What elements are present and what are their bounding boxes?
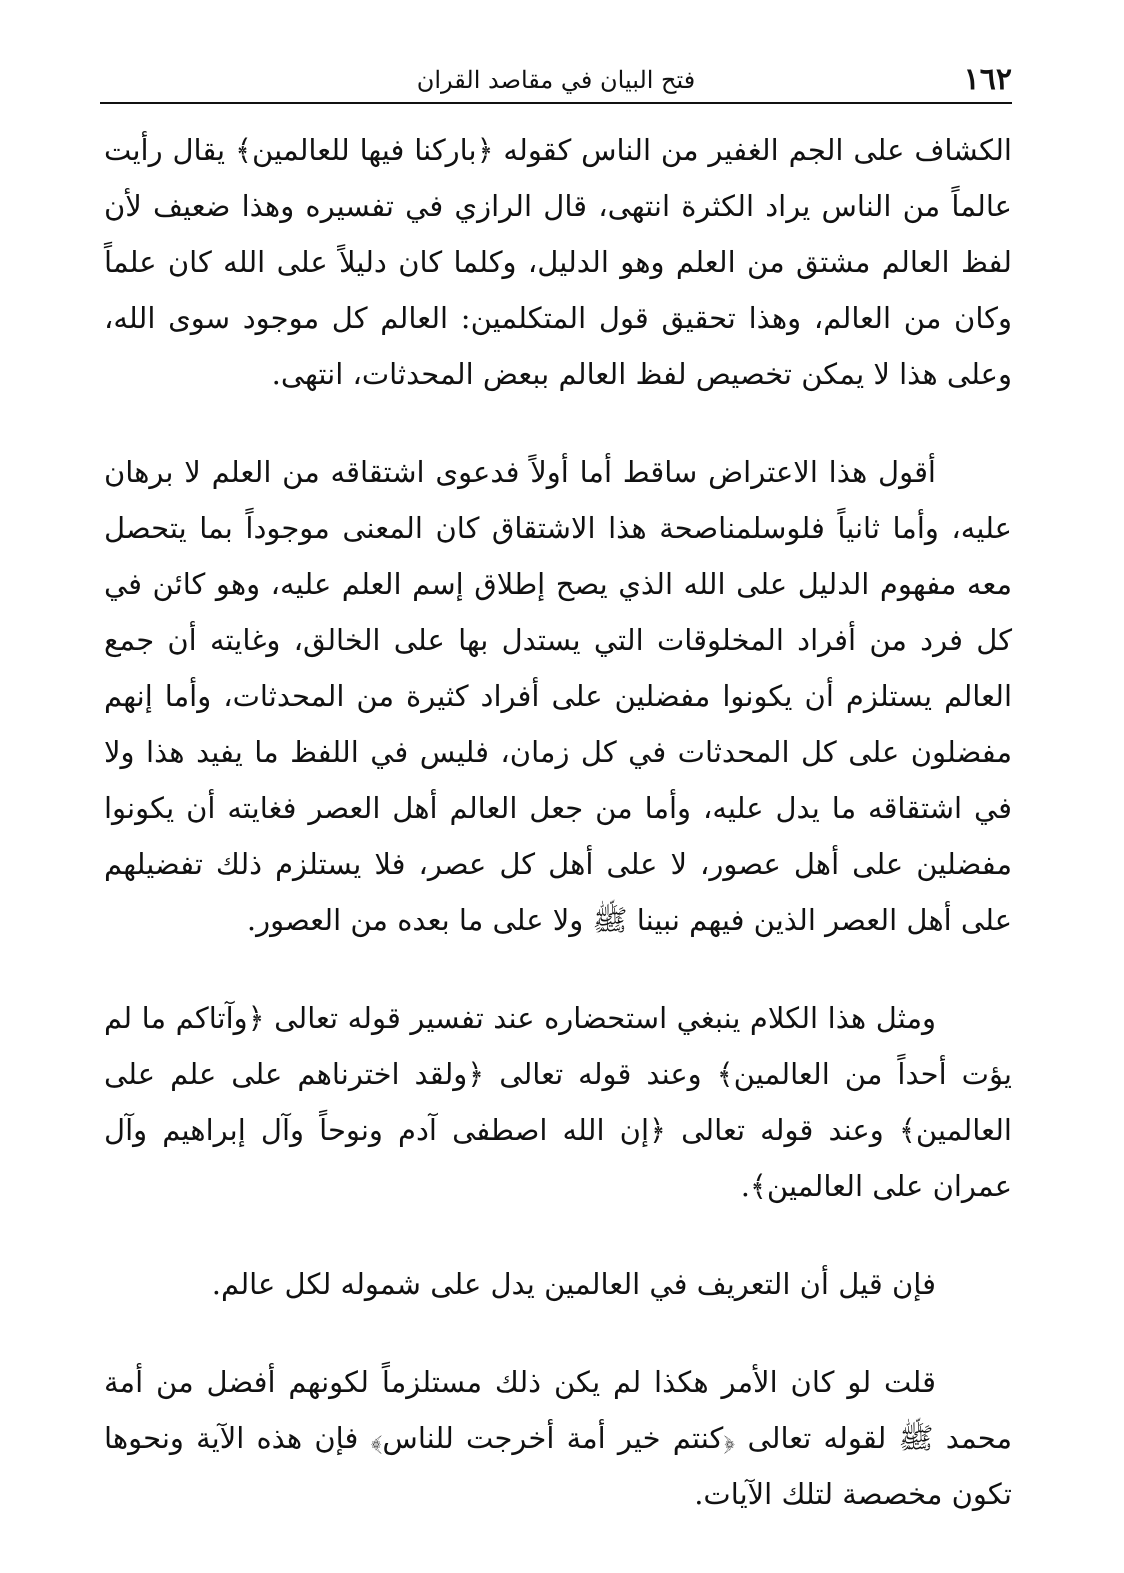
page-header	[100, 58, 1012, 104]
running-title: فتح البيان في مقاصد القران	[416, 66, 696, 94]
paragraph-gap	[104, 1214, 1012, 1256]
paragraph-gap	[104, 948, 1012, 990]
paragraph-4: فإن قيل أن التعريف في العالمين يدل على شموله لكل عالم.	[211, 1267, 936, 1301]
paragraph-3: ومثل هذا الكلام ينبغي استحضاره عند تفسير قوله تعالى ﴿وآتاكم ما لم يؤت أحداً من العالمين﴾ وعند قوله تعالى ﴿ولقد اخترناهم على علم على العالمين﴾ وعند قوله تعالى ﴿إن الله اصطفى آدم ونوحاً وآل إبراهيم وآل عمران على العالمين﴾.	[104, 1001, 1012, 1203]
paragraph-5: قلت لو كان الأمر هكذا لم يكن ذلك مستلزماً لكونهم أفضل من أمة محمد ﷺ لقوله تعالى ﴿كنتم خير أمة أخرجت للناس﴾ فإن هذه الآية ونحوها تكون مخصصة لتلك الآيات.	[104, 1365, 1012, 1511]
paragraph-gap	[104, 402, 1012, 444]
body-text	[104, 122, 1012, 1522]
paragraph-gap	[104, 1312, 1012, 1354]
paragraph-1: الكشاف على الجم الغفير من الناس كقوله ﴿باركنا فيها للعالمين﴾ يقال رأيت عالماً من الناس يراد الكثرة انتهى، قال الرازي في تفسيره وهذا ضعيف لأن لفظ العالم مشتق من العلم وهو الدليل، وكلما كان دليلاً على الله كان علماً وكان من العالم، وهذا تحقيق قول المتكلمين: العالم كل موجود سوى الله، وعلى هذا لا يمكن تخصيص لفظ العالم ببعض المحدثات، انتهى.	[104, 133, 1012, 391]
paragraph-2: أقول هذا الاعتراض ساقط أما أولاً فدعوى اشتقاقه من العلم لا برهان عليه، وأما ثانياً فلوسلمناصحة هذا الاشتقاق كان المعنى موجوداً بما يتحصل معه مفهوم الدليل على الله الذي يصح إطلاق إسم العلم عليه، وهو كائن في كل فرد من أفراد المخلوقات التي يستدل بها على الخالق، وغايته أن جمع العالم يستلزم أن يكونوا مفضلين على أفراد كثيرة من المحدثات، وأما إنهم مفضلون على كل المحدثات في كل زمان، فليس في اللفظ ما يفيد هذا ولا في اشتقاقه ما يدل عليه، وأما من جعل العالم أهل العصر فغايته أن يكونوا مفضلين على أهل عصور، لا على أهل كل عصر، فلا يستلزم ذلك تفضيلهم على أهل العصر الذين فيهم نبينا ﷺ ولا على ما بعده من العصور.	[104, 455, 1012, 937]
page-number: ١٦٢	[963, 62, 1012, 97]
